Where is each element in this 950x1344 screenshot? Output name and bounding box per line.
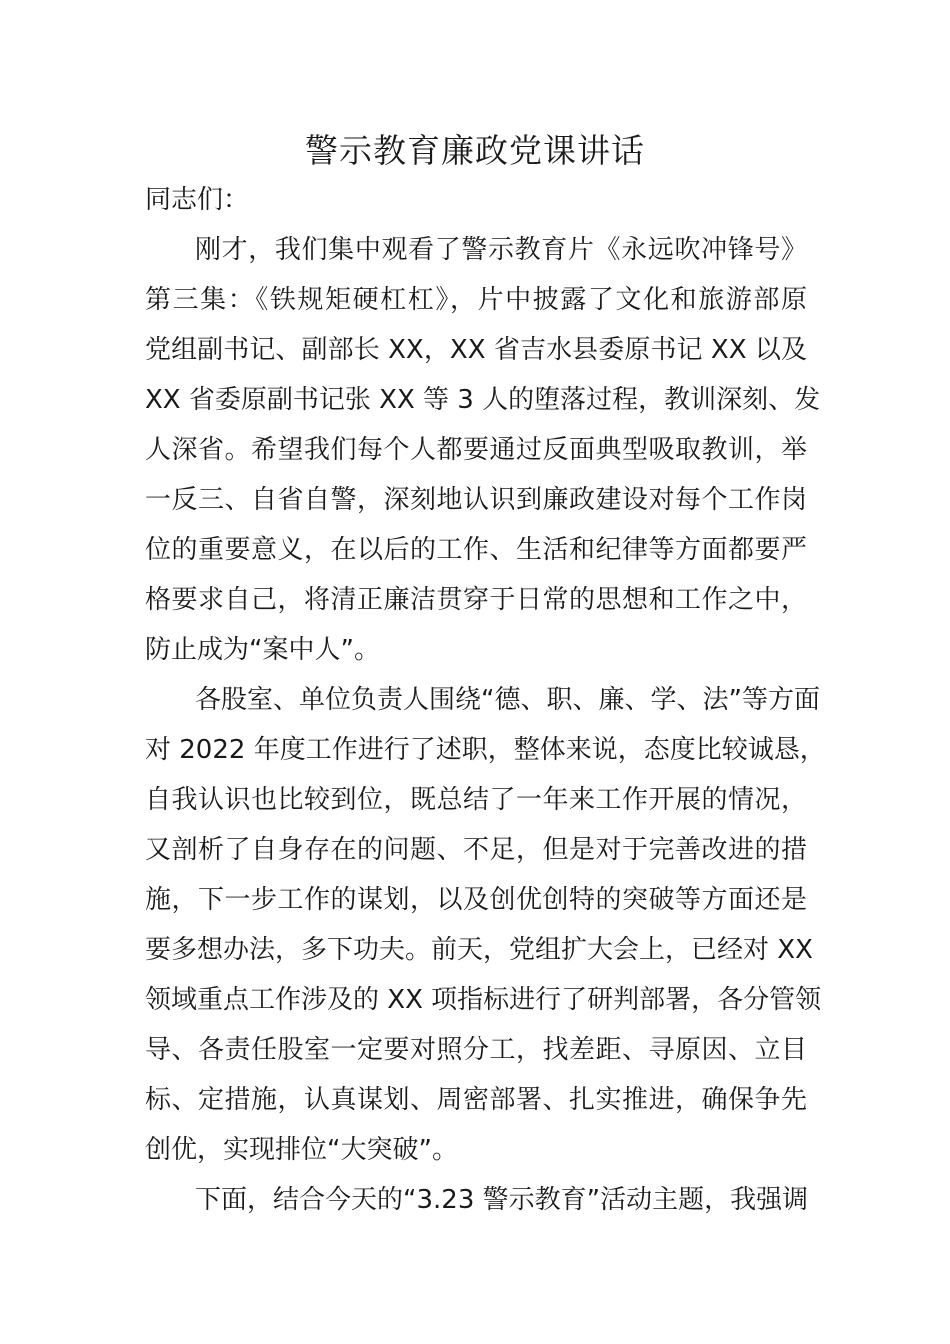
paragraph-line: 要多想办法，多下功夫。前天，党组扩大会上，已经对 XX bbox=[145, 935, 813, 965]
paragraph-line: 格要求自己，将清正廉洁贯穿于日常的思想和工作之中， bbox=[145, 585, 807, 615]
paragraph-line: 第三集：《铁规矩硬杠杠》，片中披露了文化和旅游部原 bbox=[145, 285, 807, 315]
paragraph-line: 创优，实现排位“大突破”。 bbox=[145, 1135, 458, 1165]
paragraph-line: 导、各责任股室一定要对照分工，找差距、寻原因、立目 bbox=[145, 1035, 807, 1065]
document-title: 警示教育廉政党课讲话 bbox=[305, 131, 645, 170]
paragraph-line: 党组副书记、副部长 XX，XX 省吉水县委原书记 XX 以及 bbox=[145, 335, 807, 365]
paragraph-line: XX 省委原副书记张 XX 等 3 人的堕落过程，教训深刻、发 bbox=[145, 385, 821, 415]
paragraph-line: 一反三、自省自警，深刻地认识到廉政建设对每个工作岗 bbox=[145, 485, 807, 515]
paragraph-line: 位的重要意义，在以后的工作、生活和纪律等方面都要严 bbox=[145, 535, 807, 565]
salutation: 同志们： bbox=[145, 185, 250, 215]
paragraph-line: 对 2022 年度工作进行了述职，整体来说，态度比较诚恳， bbox=[145, 735, 826, 765]
paragraph-line: 标、定措施，认真谋划、周密部署、扎实推进，确保争先 bbox=[145, 1085, 807, 1115]
paragraph-line: 又剖析了自身存在的问题、不足，但是对于完善改进的措 bbox=[145, 835, 807, 865]
paragraph-line: 防止成为“案中人”。 bbox=[145, 635, 380, 665]
paragraph-line: 领域重点工作涉及的 XX 项指标进行了研判部署，各分管领 bbox=[145, 985, 822, 1015]
paragraph-line: 人深省。希望我们每个人都要通过反面典型吸取教训，举 bbox=[145, 435, 807, 465]
paragraph-line: 自我认识也比较到位，既总结了一年来工作开展的情况， bbox=[145, 785, 807, 815]
paragraph-line: 施，下一步工作的谋划，以及创优创特的突破等方面还是 bbox=[145, 885, 807, 915]
paragraph-line: 刚才，我们集中观看了警示教育片《永远吹冲锋号》 bbox=[195, 235, 807, 265]
paragraph-line: 各股室、单位负责人围绕“德、职、廉、学、法”等方面 bbox=[195, 685, 820, 715]
paragraph-line: 下面，结合今天的“3.23 警示教育”活动主题，我强调 bbox=[195, 1185, 809, 1215]
